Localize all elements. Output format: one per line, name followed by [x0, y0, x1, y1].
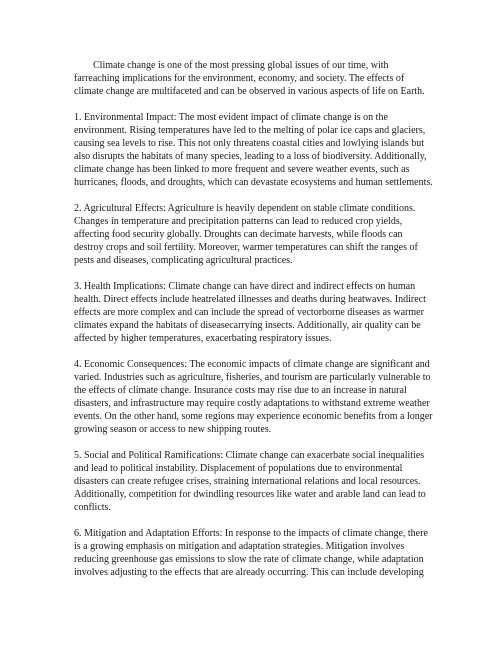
text-line: Additionally, competition for dwindling resources like water and arable land can lead to	[74, 489, 426, 500]
section-economic-consequences	[74, 358, 433, 436]
text-line: climate change has been linked to more frequent and severe weather events, such as	[74, 164, 410, 175]
text-line: 1. Environmental Impact: The most evident impact of climate change is on the	[74, 112, 388, 123]
text-line: 2. Agricultural Effects: Agriculture is heavily dependent on stable climate conditions.	[74, 203, 416, 214]
text-line: environment. Rising temperatures have led to the melting of polar ice caps and glaciers,	[74, 125, 426, 136]
text-line: climates expand the habitats of diseasecarrying insects. Additionally, air quality can be	[74, 320, 421, 331]
text-line: destroy crops and soil fertility. Moreover, warmer temperatures can shift the ranges of	[74, 242, 418, 253]
text-line: effects are more complex and can include the spread of vectorborne diseases as warmer	[74, 307, 424, 318]
text-line: affecting food security globally. Droughts can decimate harvests, while floods can	[74, 229, 403, 240]
text-line: the effects of climate change. Insurance costs may rise due to an increase in natural	[74, 385, 407, 396]
text-line: varied. Industries such as agriculture, fisheries, and tourism are particularly vulnerable to	[74, 372, 431, 383]
text-line: causing sea levels to rise. This not only threatens coastal cities and lowlying islands but	[74, 138, 425, 149]
text-line: farreaching implications for the environment, economy, and society. The effects of	[74, 73, 405, 84]
text-line: climate change are multifaceted and can be observed in various aspects of life on Earth.	[74, 86, 425, 97]
text-line: health. Direct effects include heatrelated illnesses and deaths during heatwaves. Indirect	[74, 294, 426, 305]
text-line: disasters can create refugee crises, straining international relations and local resources.	[74, 476, 421, 487]
text-line: also disrupts the habitats of many species, leading to a loss of biodiversity. Additionally,	[74, 151, 427, 162]
text-line: reducing greenhouse gas emissions to slow the rate of climate change, while adaptation	[74, 554, 424, 565]
intro-paragraph	[74, 59, 425, 98]
section-environmental-impact	[74, 111, 433, 189]
section-social-political	[74, 449, 426, 514]
text-line: disasters, and infrastructure may require costly adaptations to withstand extreme weather	[74, 398, 430, 409]
text-line: is a growing emphasis on mitigation and adaptation strategies. Mitigation involves	[74, 541, 405, 552]
text-line: 4. Economic Consequences: The economic impacts of climate change are significant and	[74, 359, 430, 370]
text-line: 6. Mitigation and Adaptation Efforts: In response to the impacts of climate change, there	[74, 528, 428, 539]
section-mitigation-adaptation	[74, 527, 428, 579]
text-line: involves adjusting to the effects that are already occurring. This can include developing	[74, 567, 424, 578]
text-line: Changes in temperature and precipitation patterns can lead to reduced crop yields,	[74, 216, 403, 227]
text-line: pests and diseases, complicating agricultural practices.	[74, 255, 293, 266]
text-line: and lead to political instability. Displacement of populations due to environmental	[74, 463, 403, 474]
section-health-implications	[74, 280, 426, 345]
text-line: Climate change is one of the most pressing global issues of our time, with	[93, 60, 389, 71]
text-line: growing season or access to new shipping routes.	[74, 424, 272, 435]
section-agricultural-effects	[74, 202, 418, 267]
text-line: hurricanes, floods, and droughts, which can devastate ecosystems and human settlements.	[74, 177, 433, 188]
text-line: affected by higher temperatures, exacerbating respiratory issues.	[74, 333, 332, 344]
text-line: events. On the other hand, some regions may experience economic benefits from a longer	[74, 411, 433, 422]
text-line: 3. Health Implications: Climate change can have direct and indirect effects on human	[74, 281, 416, 292]
text-line: conflicts.	[74, 502, 111, 513]
text-line: 5. Social and Political Ramifications: Climate change can exacerbate social inequalities	[74, 450, 425, 461]
